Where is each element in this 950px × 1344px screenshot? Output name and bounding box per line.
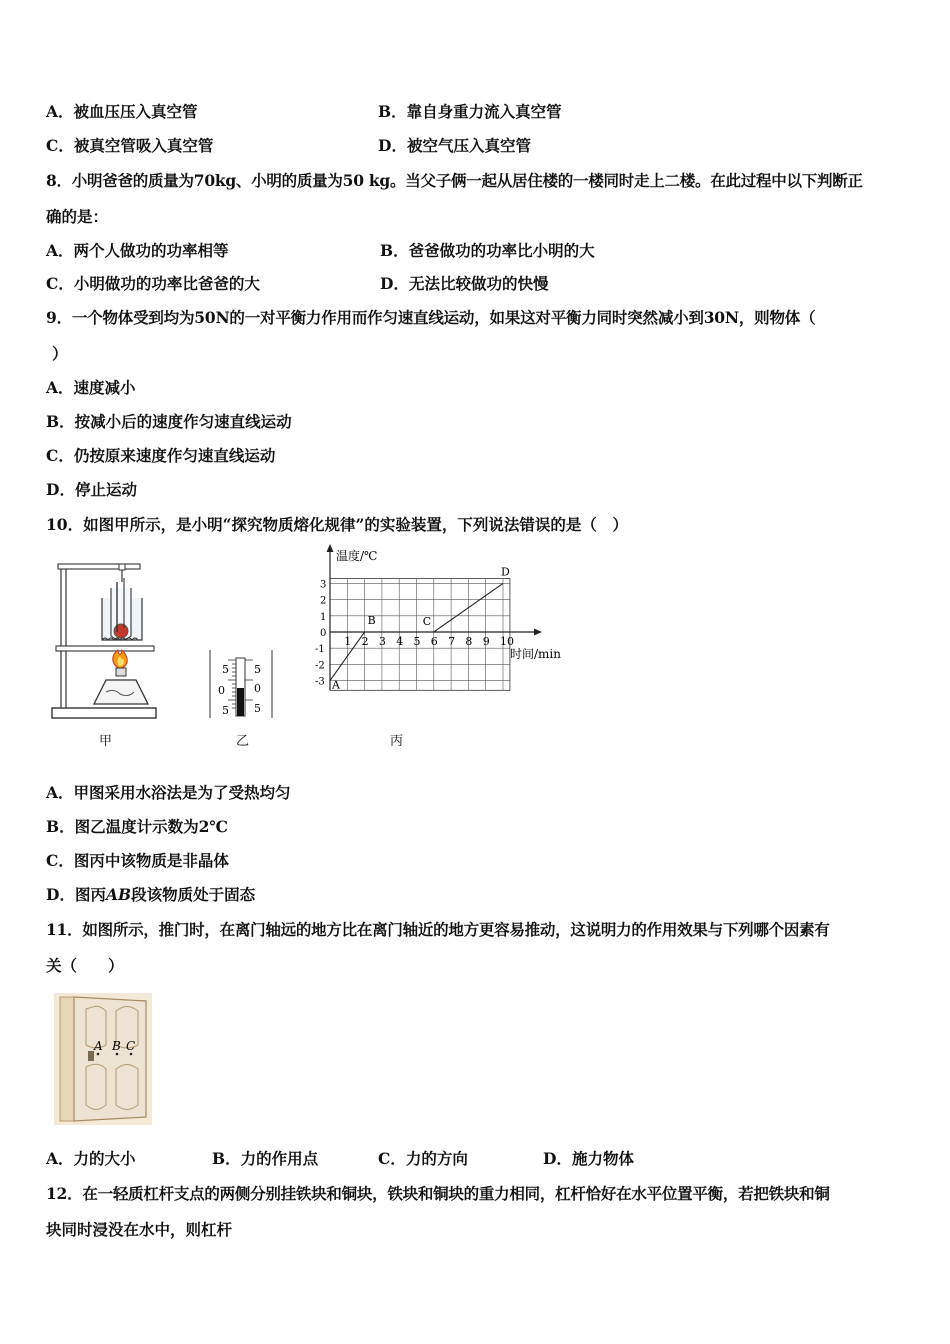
q10-stem: 10．如图甲所示，是小明“探究物质熔化规律”的实验装置，下列说法错误的是（ ） (46, 515, 628, 534)
q8-option-b: B．爸爸做功的功率比小明的大 (380, 241, 595, 260)
chart-y-label: 温度/℃ (336, 549, 378, 563)
x-tick-label: 5 (413, 635, 421, 648)
q9-option-d: D．停止运动 (46, 480, 137, 499)
point-label-a: A (332, 678, 340, 692)
chart-y-arrow (327, 544, 334, 552)
q9-option-c: C．仍按原来速度作匀速直线运动 (46, 446, 276, 465)
y-tick-label: -3 (315, 676, 325, 688)
y-tick-label: 2 (320, 595, 327, 607)
figure-yi-caption: 乙 (236, 734, 250, 749)
q10-option-d (46, 885, 255, 905)
melting-chart (300, 542, 590, 727)
chart-x-arrow (534, 629, 542, 636)
x-tick-label: 9 (482, 635, 490, 648)
x-tick-label: 2 (361, 635, 369, 648)
y-tick-label: 3 (320, 579, 327, 591)
figure-jia-caption: 甲 (99, 734, 113, 749)
thermo-label-right-top: 5 (254, 663, 261, 676)
q9-option-b: B．按减小后的速度作匀速直线运动 (46, 412, 292, 431)
thermo-label-left-top: 5 (222, 663, 229, 676)
q8-option-a: A．两个人做功的功率相等 (46, 241, 229, 260)
x-tick-label: 10 (500, 635, 514, 648)
thermo-label-left-bottom: 5 (222, 704, 229, 717)
y-tick-label: 1 (320, 611, 327, 623)
q10-option-b: B．图乙温度计示数为2℃ (46, 817, 228, 836)
q11-stem-line2: 关（ ） (46, 956, 124, 975)
x-tick-label: 3 (378, 635, 386, 648)
q11-option-d: D．施力物体 (543, 1149, 634, 1168)
x-tick-label: 4 (396, 635, 404, 648)
thermometer-figure (204, 648, 276, 720)
q9-stem-line2: ） (52, 344, 68, 363)
q8-option-c: C．小明做功的功率比爸爸的大 (46, 274, 260, 293)
q10-option-a: A．甲图采用水浴法是为了受热均匀 (46, 783, 291, 802)
q10-option-d-segment: AB (105, 885, 132, 904)
thermo-label-right-bottom: 5 (254, 702, 261, 715)
q8-stem-line1: 8．小明爸爸的质量为70kg、小明的质量为50 kg。当父子俩一起从居住楼的一楼同时走上二楼。在此过程中以下判断正 (46, 171, 863, 190)
point-label-b: B (367, 614, 376, 627)
y-tick-label: -2 (315, 660, 325, 672)
q10-option-d-prefix: D．图丙 (46, 885, 106, 904)
figure-bing-caption: 丙 (390, 734, 404, 749)
door-label-a: A (94, 1039, 103, 1053)
q10-option-d-suffix: 段该物质处于固态 (131, 885, 256, 904)
q7-option-b: B．靠自身重力流入真空管 (378, 102, 562, 121)
q7-option-a: A．被血压压入真空管 (46, 102, 198, 121)
q11-option-a: A．力的大小 (46, 1149, 136, 1168)
apparatus-figure (50, 558, 162, 724)
point-label-c: C (422, 615, 432, 628)
q11-option-c: C．力的方向 (378, 1149, 468, 1168)
q12-stem-line2: 块同时浸没在水中，则杠杆 (46, 1220, 233, 1239)
point-label-d: D (501, 565, 510, 579)
thermo-label-right-mid: 0 (254, 682, 261, 695)
q11-option-b: B．力的作用点 (212, 1149, 319, 1168)
thermo-label-left-mid: 0 (218, 684, 225, 697)
x-tick-label: 1 (344, 635, 352, 648)
y-tick-label: 0 (320, 628, 327, 639)
chart-x-label: 时间/min (510, 647, 561, 661)
door-label-c: C (126, 1039, 136, 1053)
x-tick-label: 6 (430, 635, 438, 648)
q8-stem-line2: 确的是： (46, 207, 109, 226)
y-tick-label: -1 (315, 644, 325, 656)
x-tick-label: 7 (448, 635, 456, 648)
door-label-b: B (112, 1039, 121, 1053)
q7-option-d: D．被空气压入真空管 (378, 136, 531, 155)
q9-option-a: A．速度减小 (46, 378, 136, 397)
q7-option-c: C．被真空管吸入真空管 (46, 136, 214, 155)
door-figure (54, 993, 152, 1125)
x-tick-label: 8 (465, 635, 473, 648)
q8-option-d: D．无法比较做功的快慢 (380, 274, 549, 293)
q12-stem-line1: 12．在一轻质杠杆支点的两侧分别挂铁块和铜块，铁块和铜块的重力相同，杠杆恰好在水平位置平衡，若把铁块和铜 (46, 1184, 830, 1203)
q9-stem-line1: 9．一个物体受到均为50N的一对平衡力作用而作匀速直线运动，如果这对平衡力同时突然减小到30N，则物体（ (46, 308, 816, 327)
q10-option-c: C．图丙中该物质是非晶体 (46, 851, 229, 870)
q11-stem-line1: 11．如图所示，推门时，在离门轴远的地方比在离门轴近的地方更容易推动，这说明力的作用效果与下列哪个因素有 (46, 920, 830, 939)
